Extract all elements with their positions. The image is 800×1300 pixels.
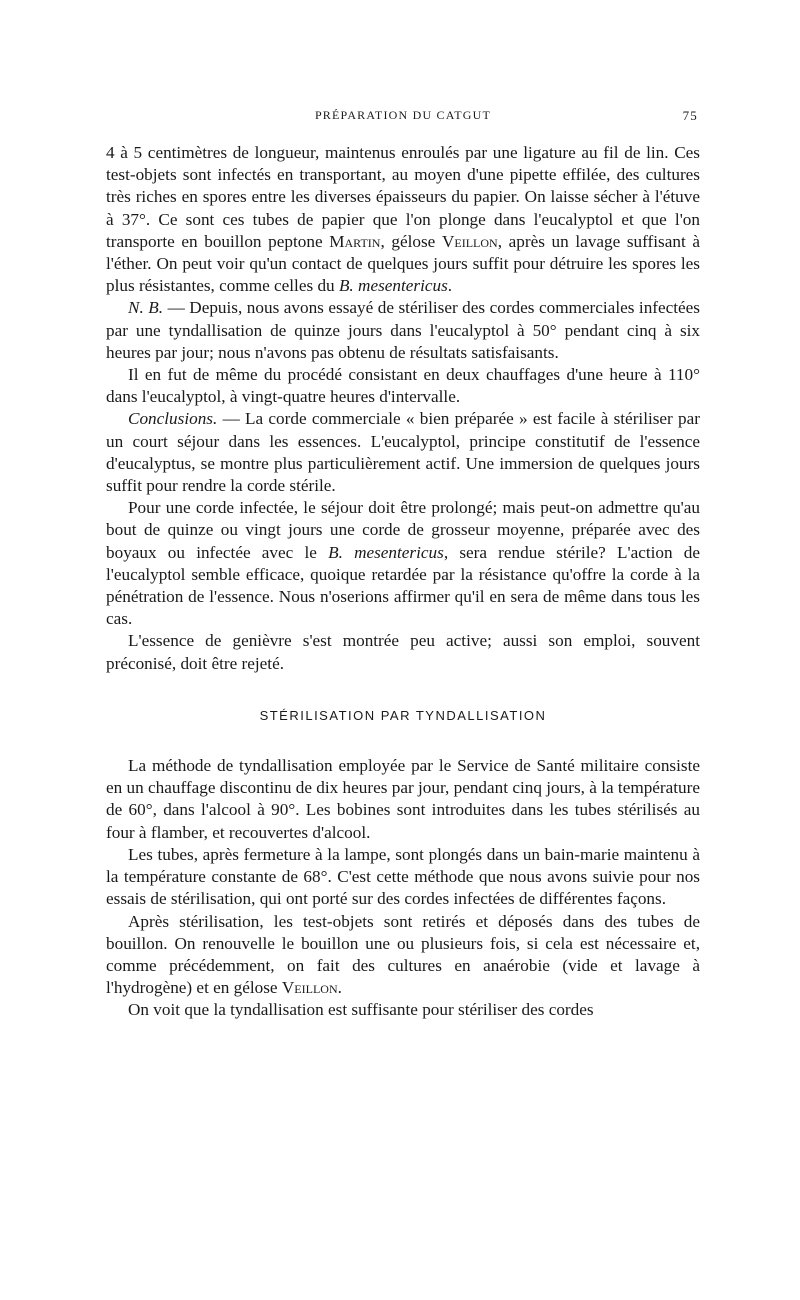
paragraph-lead: N. B. bbox=[128, 298, 164, 318]
author-name: Martin bbox=[329, 231, 381, 251]
paragraph-text: 4 à 5 centimètres de longueur, maintenus enroulés par une ligature au fil de lin. Ces test-objets sont infectés en transportant, au moyen d'une pipette effilée, des cultures très riches en spores entre les diverses épaisseurs du papier. On laisse sécher à l'étuve à 37°. Ce sont ces tubes de papier que l'on plonge dans l'eucalyptol et que l'on transporte en bouillon peptone bbox=[106, 143, 700, 251]
paragraph-text: , après un lavage suffisant à l'éther. On peut voir qu'un contact de quelques jours suffit pour détruire les spores les plus résistantes, comme celles du bbox=[106, 231, 700, 296]
paragraph bbox=[106, 364, 700, 408]
paragraph-text: On voit que la tyndallisation est suffisante pour stériliser des cordes bbox=[128, 1000, 594, 1020]
paragraph-text: L'essence de genièvre s'est montrée peu active; aussi son emploi, souvent préconisé, doit être rejeté. bbox=[106, 631, 700, 673]
body-text bbox=[106, 142, 700, 1022]
paragraph-text: Les tubes, après fermeture à la lampe, sont plongés dans un bain-marie maintenu à la température constante de 68°. C'est cette méthode que nous avons suivie pour nos essais de stérilisation, qui ont porté sur des cordes infectées de différentes façons. bbox=[106, 844, 700, 909]
paragraph-text: Après stérilisation, les test-objets sont retirés et déposés dans des tubes de bouillon. On renouvelle le bouillon une ou plusieurs fois, si cela est nécessaire et, comme précédemment, on fait des cultures en anaérobie (vide et lavage à l'hydrogène) et en gélose bbox=[106, 911, 700, 998]
species-name: B. mesentericus bbox=[328, 542, 444, 562]
paragraph bbox=[106, 408, 700, 497]
running-head bbox=[108, 108, 698, 128]
paragraph bbox=[106, 999, 700, 1021]
author-name: Veillon bbox=[441, 231, 498, 251]
paragraph-lead: Conclusions. bbox=[128, 409, 218, 429]
species-name: B. mesentericus bbox=[338, 276, 448, 296]
paragraph-text: — Depuis, nous avons essayé de stériliser des cordes commerciales infectées par une tyndallisation de quinze jours dans l'eucalyptol à 50° pendant cinq à six heures par jour; nous n'avons pas obtenu de résultats satisfaisants. bbox=[106, 298, 700, 362]
paragraph bbox=[106, 844, 700, 911]
paragraph-text: Il en fut de même du procédé consistant en deux chauffages d'une heure à 110° dans l'eucalyptol, à vingt-quatre heures d'intervalle. bbox=[106, 365, 700, 407]
paragraph-text: . bbox=[447, 276, 453, 296]
paragraph bbox=[106, 630, 700, 674]
paragraph-text: , sera rendue stérile? L'action de l'eucalyptol semble efficace, quoique retardée par la résistance qu'offre la corde à la pénétration de l'essence. Nous n'oserions affirmer qu'il en sera de même dans tous les cas. bbox=[106, 542, 700, 629]
paragraph-text: — La corde commerciale « bien préparée » est facile à stériliser par un court séjour dans les essences. L'eucalyptol, principe constitutif de l'essence d'eucalyptus, se montre plus particulièrement actif. Une immersion de quelques jours suffit pour rendre la corde stérile. bbox=[106, 409, 700, 496]
paragraph bbox=[106, 497, 700, 630]
paragraph bbox=[106, 755, 700, 844]
paragraph-text: . bbox=[337, 978, 342, 998]
paragraph bbox=[106, 911, 700, 1000]
page-number: 75 bbox=[682, 108, 698, 123]
author-name: Veillon bbox=[281, 978, 338, 998]
paragraph-text: Pour une corde infectée, le séjour doit être prolongé; mais peut-on admettre qu'au bout de quinze ou vingt jours une corde de grosseur moyenne, préparée avec des boyaux ou infectée avec le bbox=[106, 498, 700, 562]
paragraph bbox=[106, 142, 700, 297]
paragraph-text: , gélose bbox=[380, 231, 442, 251]
paragraph-text: La méthode de tyndallisation employée par le Service de Santé militaire consiste en un chauffage discontinu de dix heures par jour, pendant cinq jours, à la température de 60°, dans l'alcool à 90°. Les bobines sont introduites dans les tubes stérilisés au four à flamber, et recouvertes d'alcool. bbox=[106, 756, 700, 842]
section-heading: STÉRILISATION PAR TYNDALLISATION bbox=[259, 707, 547, 723]
paragraph bbox=[106, 297, 700, 364]
running-title: PRÉPARATION DU CATGUT bbox=[314, 108, 492, 122]
